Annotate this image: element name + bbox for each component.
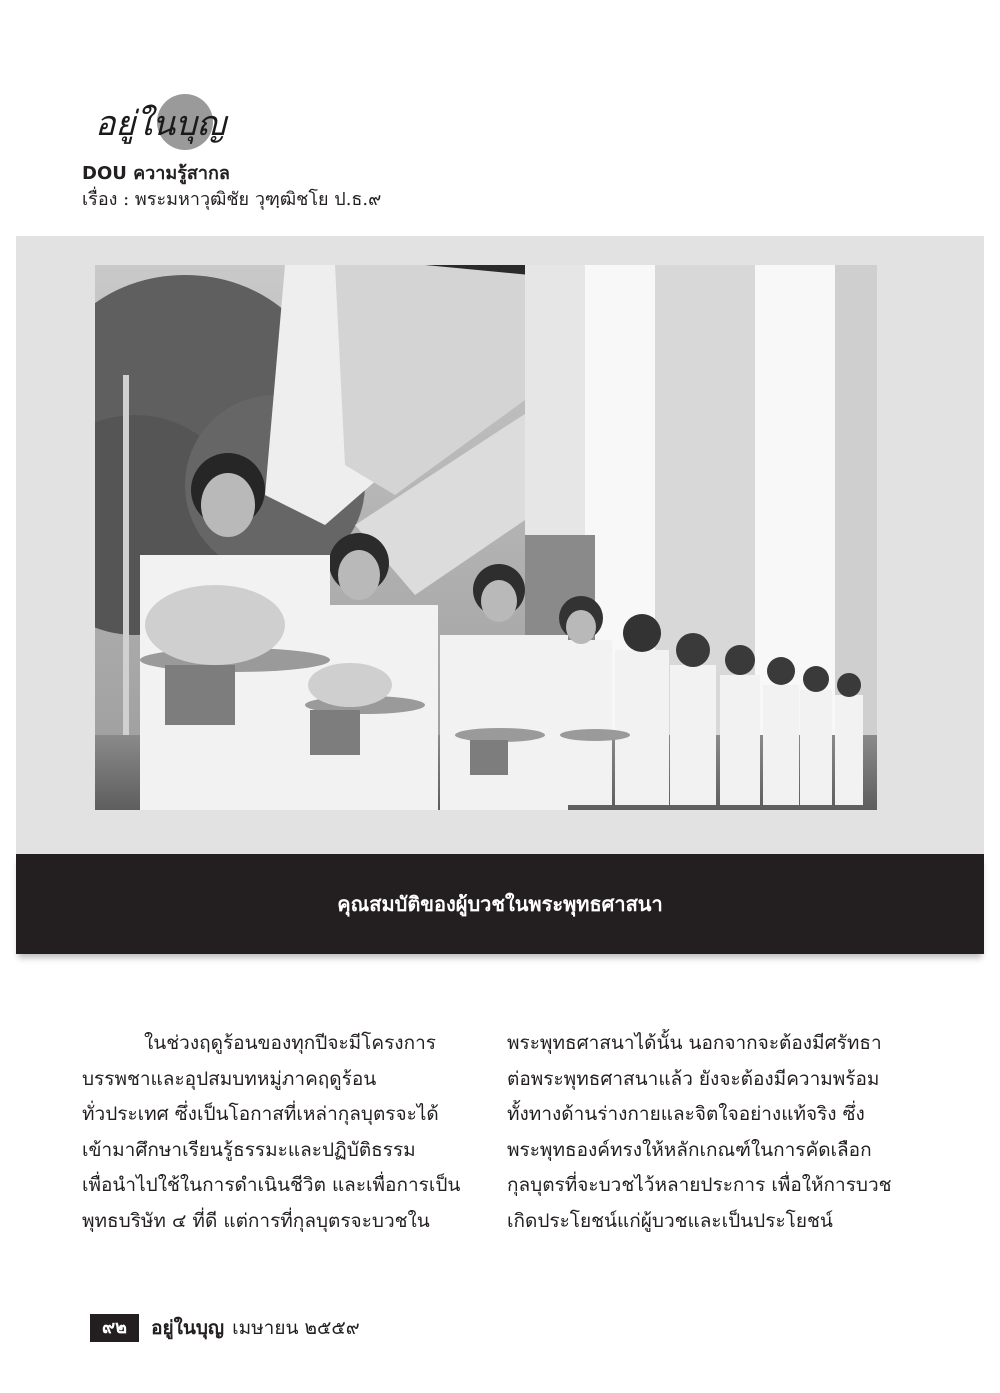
section-label: DOU ความรู้สากล <box>82 163 230 184</box>
page-footer <box>90 1314 360 1342</box>
body-line: ต่อพระพุทธศาสนาแล้ว ยังจะต้องมีความพร้อม <box>507 1067 880 1090</box>
body-line: ทั้งทางด้านร่างกายและจิตใจอย่างแท้จริง ซึ่ง <box>507 1103 865 1125</box>
body-line: ในช่วงฤดูร้อนของทุกปีจะมีโครงการ <box>144 1032 436 1054</box>
article-title: คุณสมบัติของผู้บวชในพระพุทธศาสนา <box>337 892 663 916</box>
byline: เรื่อง : พระมหาวุฒิชัย วุฑฺฒิชโย ป.ธ.๙ <box>82 189 382 210</box>
body-column-right <box>507 1026 892 1239</box>
magazine-logo <box>95 92 245 152</box>
body-line: เพื่อนำไปใช้ในการดำเนินชีวิต และเพื่อการเป็น <box>82 1174 461 1196</box>
footer-magazine-name: อยู่ในบุญ <box>151 1317 225 1339</box>
logo-text: อยู่ในบุญ <box>95 104 226 144</box>
body-line: ทั่วประเทศ ซึ่งเป็นโอกาสที่เหล่ากุลบุตรจะได้ <box>82 1103 439 1125</box>
body-line: เกิดประโยชน์แก่ผู้บวชและเป็นประโยชน์ <box>507 1209 833 1232</box>
article-title-bar <box>16 854 984 954</box>
page-number: ๙๒ <box>90 1314 139 1342</box>
footer-issue-date: เมษายน ๒๕๕๙ <box>232 1317 360 1339</box>
body-line: พระพุทธองค์ทรงให้หลักเกณฑ์ในการคัดเลือก <box>507 1138 872 1161</box>
body-column-left <box>82 1026 467 1239</box>
body-line: เข้ามาศึกษาเรียนรู้ธรรมะและปฏิบัติธรรม <box>82 1138 416 1161</box>
body-line: บรรพชาและอุปสมบทหมู่ภาคฤดูร้อน <box>82 1067 377 1090</box>
body-line: พุทธบริษัท ๔ ที่ดี แต่การที่กุลบุตรจะบวชใน <box>82 1209 430 1232</box>
body-line: กุลบุตรที่จะบวชไว้หลายประการ เพื่อให้การบวช <box>507 1174 892 1196</box>
body-line: พระพุทธศาสนาได้นั้น นอกจากจะต้องมีศรัทธา <box>507 1032 882 1054</box>
procession-photo <box>95 265 877 810</box>
